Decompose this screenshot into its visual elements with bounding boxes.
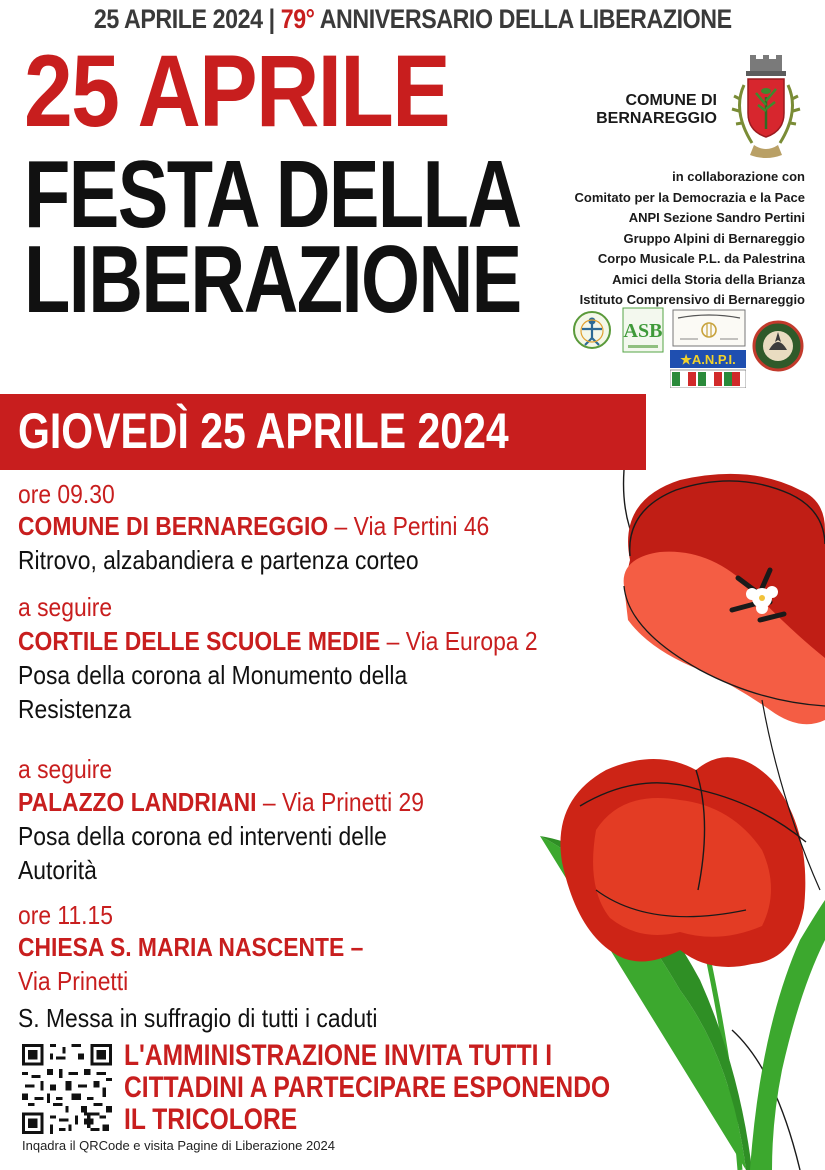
amici-storia-logo-icon — [622, 307, 664, 353]
event-2-place: CORTILE DELLE SCUOLE MEDIE — [18, 626, 381, 656]
top-line-date: 25 APRILE 2024 — [93, 4, 263, 34]
event-4-time: ore 11.15 — [18, 900, 113, 930]
qr-code-icon — [22, 1044, 112, 1134]
event-3-location — [18, 787, 479, 817]
partner-3: Gruppo Alpini di Bernareggio — [623, 230, 805, 246]
event-4-place: CHIESA S. MARIA NASCENTE – — [18, 932, 364, 962]
comune-name — [596, 92, 717, 127]
event-1-location — [18, 511, 554, 541]
top-anniversary-line — [0, 4, 825, 35]
collaboration-intro: in collaborazione con — [672, 169, 805, 184]
title-line-2: LIBERAZIONE — [24, 226, 521, 333]
event-2-description-line2: Resistenza — [18, 694, 132, 724]
event-1-place: COMUNE DI BERNAREGGIO — [18, 511, 329, 541]
event-1-time: ore 09.30 — [18, 479, 115, 509]
alpini-logo-icon — [752, 320, 804, 372]
event-3-place: PALAZZO LANDRIANI — [18, 787, 257, 817]
invitation-line3: IL TRICOLORE — [124, 1103, 298, 1136]
top-line-anniversary-text: ANNIVERSARIO DELLA LIBERAZIONE — [319, 4, 732, 34]
corpo-musicale-logo-icon — [672, 309, 746, 347]
event-3-address: – Via Prinetti 29 — [256, 787, 424, 817]
event-1-address: – Via Pertini 46 — [328, 511, 490, 541]
event-2-location — [18, 626, 608, 656]
comune-name-line2: BERNAREGGIO — [596, 109, 717, 127]
event-1-description: Ritrovo, alzabandiera e partenza corteo — [18, 545, 419, 575]
event-2-time: a seguire — [18, 592, 113, 622]
title-date: 25 APRILE — [24, 34, 449, 148]
comune-name-line1: COMUNE DI — [625, 92, 717, 109]
invitation-line1: L'AMMINISTRAZIONE INVITA TUTTI I — [124, 1039, 553, 1072]
comune-crest-icon — [728, 55, 804, 161]
invitation-message — [124, 1040, 717, 1136]
title-line-1: FESTA DELLA — [24, 141, 521, 248]
partner-2: ANPI Sezione Sandro Pertini — [628, 210, 805, 225]
event-2-address: – Via Europa 2 — [380, 626, 538, 656]
event-3-time: a seguire — [18, 754, 113, 784]
event-3-description-line1: Posa della corona ed interventi delle — [18, 821, 387, 851]
partner-6: Istituto Comprensivo di Bernareggio — [579, 292, 805, 307]
collaboration-list — [575, 167, 805, 311]
event-2-description-line1: Posa della corona al Monumento della — [18, 660, 408, 690]
asb-logo-text: ASB — [623, 320, 663, 342]
partner-5: Amici della Storia della Brianza — [612, 271, 805, 287]
qr-caption: Inqadra il QRCode e visita Pagine di Liberazione 2024 — [22, 1138, 335, 1153]
top-line-separator: | — [268, 4, 275, 34]
comitato-logo-icon — [572, 310, 612, 350]
event-3-description-line2: Autorità — [18, 855, 97, 885]
event-4-address: Via Prinetti — [18, 966, 129, 996]
partner-4: Corpo Musicale P.L. da Palestrina — [597, 251, 805, 266]
invitation-line2: CITTADINI A PARTECIPARE ESPONENDO — [124, 1071, 611, 1104]
anpi-logo-text: ★A.N.P.I. — [680, 352, 736, 367]
anpi-logo-icon — [670, 350, 746, 388]
date-banner: GIOVEDÌ 25 APRILE 2024 — [18, 403, 509, 459]
partner-1: Comitato per la Democrazia e la Pace — [574, 189, 805, 205]
top-line-anniversary-number: 79° — [280, 4, 315, 34]
event-4-description: S. Messa in suffragio di tutti i caduti — [18, 1003, 378, 1033]
